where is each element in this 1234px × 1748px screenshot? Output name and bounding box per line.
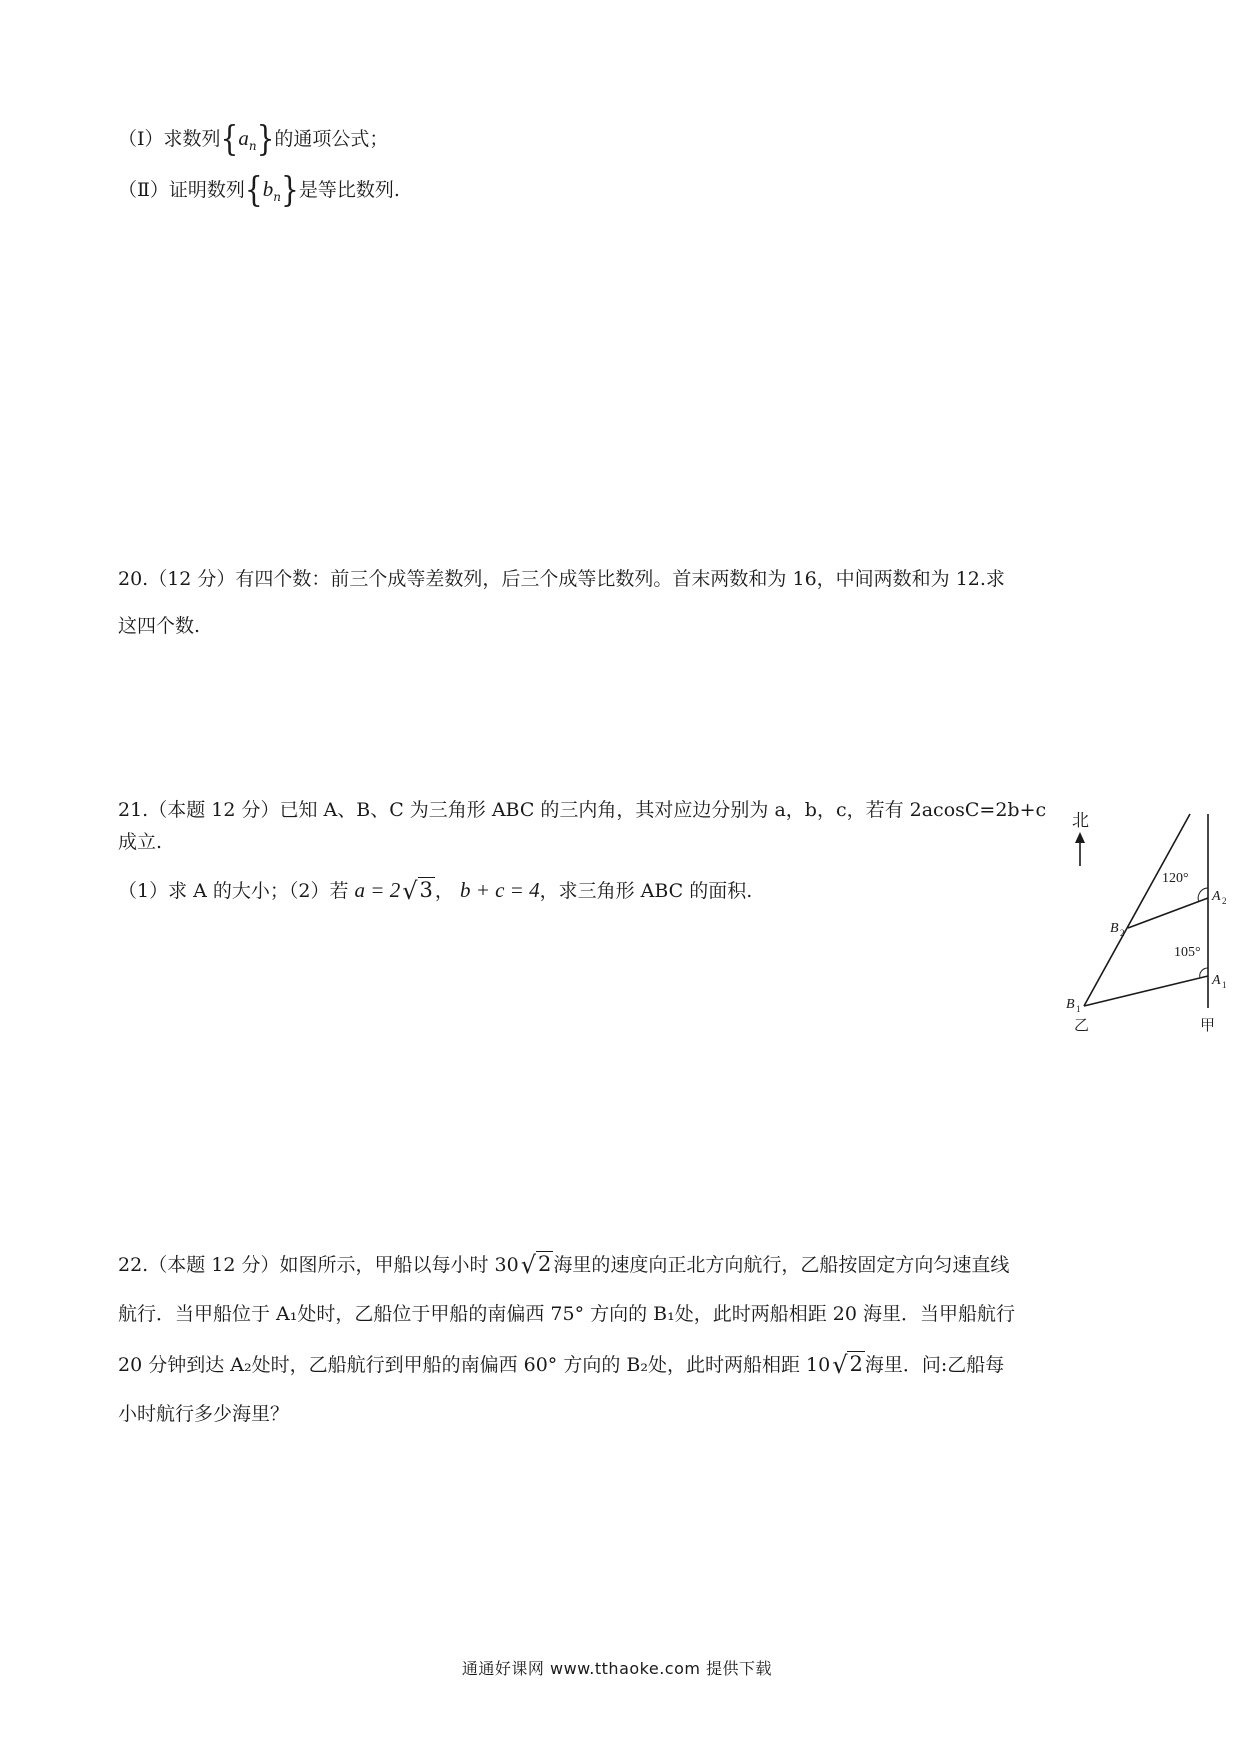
right-brace: } <box>280 168 299 210</box>
q22-line3: 20 分钟到达 A₂处时，乙船航行到甲船的南偏西 60° 方向的 B₂处，此时两船相距 10√2 海里．问:乙船每 <box>118 1351 1005 1379</box>
q20-line1: 20.（12 分）有四个数：前三个成等差数列，后三个成等比数列。首末两数和为 16，中间两数和为 12.求 <box>118 568 1005 590</box>
point-a2-sub: 2 <box>1222 896 1227 906</box>
right-brace: } <box>256 117 275 159</box>
q22-line1: 22.（本题 12 分）如图所示，甲船以每小时 30√2 海里的速度向正北方向航行，乙船按固定方向匀速直线 <box>118 1251 1010 1279</box>
north-label: 北 <box>1072 811 1089 830</box>
angle-105-label: 105° <box>1174 945 1201 960</box>
angle-120-label: 120° <box>1162 871 1189 886</box>
q21-parts: （1）求 A 的大小；（2）若 a = 2√3 ， b + c = 4，求三角形 ABC 的面积. <box>118 877 753 905</box>
point-a2-label: A <box>1212 889 1221 904</box>
sqrt: √2 <box>832 1351 863 1379</box>
q19-part1: （Ⅰ）求数列$\{a_n\}$的通项公式； <box>118 117 389 159</box>
b2-a2-line <box>1128 898 1208 928</box>
q20-line2: 这四个数. <box>118 615 201 637</box>
point-b1-label: B <box>1066 997 1075 1012</box>
q19-part2: （Ⅱ）证明数列$\{b_n\}$是等比数列. <box>118 168 400 210</box>
q21-line1: 21.（本题 12 分）已知 A、B、C 为三角形 ABC 的三内角，其对应边分别为 a，b，c，若有 2acosC=2b+c <box>118 799 1047 821</box>
left-brace: { <box>220 117 239 159</box>
left-brace: { <box>244 168 263 210</box>
sqrt: √2 <box>520 1251 552 1279</box>
ship-jia-label: 甲 <box>1200 1018 1216 1034</box>
sqrt: √3 <box>402 877 433 905</box>
q21-line2: 成立. <box>118 831 163 853</box>
point-a1-label: A <box>1212 973 1221 988</box>
q22-line2: 航行．当甲船位于 A₁处时，乙船位于甲船的南偏西 75° 方向的 B₁处，此时两船相距 20 海里．当甲船航行 <box>118 1303 1016 1325</box>
north-arrow-icon <box>1075 832 1085 843</box>
ship-yi-label: 乙 <box>1074 1018 1090 1034</box>
point-a1-sub: 1 <box>1222 980 1227 990</box>
page-footer: 通通好课网 www.tthaoke.com 提供下载 <box>461 1659 773 1678</box>
point-b1-sub: 1 <box>1076 1004 1081 1014</box>
q22-line4: 小时航行多少海里？ <box>118 1403 290 1425</box>
point-b2-sub: 2 <box>1120 928 1125 938</box>
point-b2-label: B <box>1110 921 1119 936</box>
b1-a1-line <box>1084 976 1208 1006</box>
ship-navigation-diagram <box>1058 808 1228 1038</box>
